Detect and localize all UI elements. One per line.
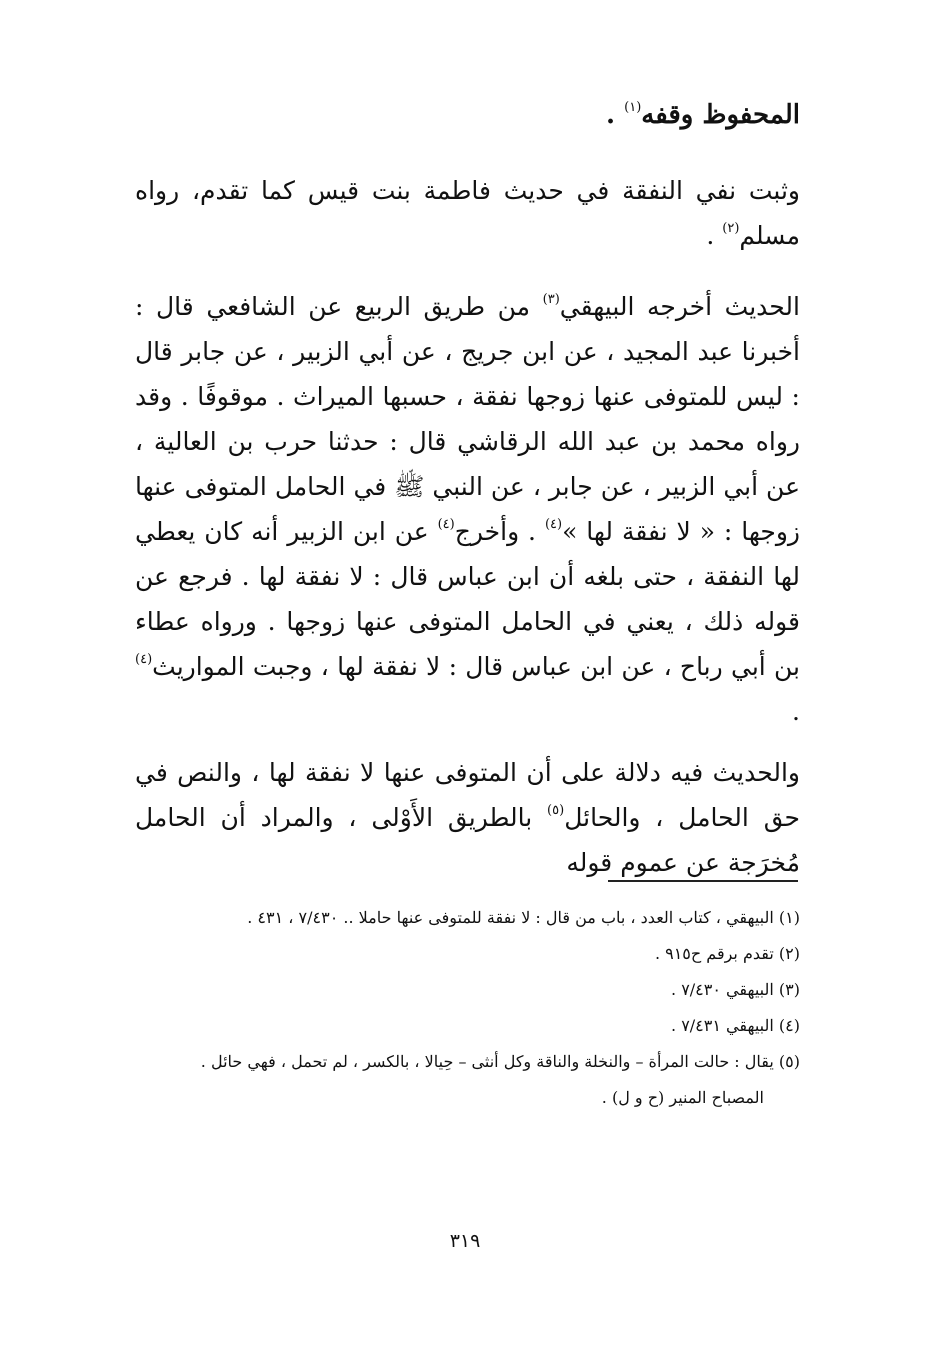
footnote-ref: (١) bbox=[624, 100, 642, 115]
footnote-3: (٣) البيهقي ٧/٤٣٠ . bbox=[671, 980, 800, 999]
footnote-separator bbox=[608, 880, 798, 882]
paragraph-1 bbox=[135, 168, 800, 258]
paragraph-text: . وأخرج bbox=[454, 517, 537, 546]
paragraph-text: وثبت نفي النفقة في حديث فاطمة بنت قيس كما تقدم، رواه مسلم bbox=[135, 176, 800, 250]
paragraph-2 bbox=[135, 284, 800, 734]
paragraph-text: من طريق الربيع عن الشافعي قال : أخبرنا عبد المجيد ، عن ابن جريج ، عن أبي الزبير ، عن جابر قال : ليس للمتوفى عنها زوجها نفقة ، حسبها الميراث . موقوفًا . وقد رواه محمد بن عبد الله الرقاشي قال : حدثنا حرب بن العالية ، عن أبي الزبير ، عن جابر ، عن النبي ﷺ في الحامل المتوفى عنها زوجها : « لا نفقة لها » bbox=[135, 292, 800, 546]
footnotes-section bbox=[130, 900, 800, 1116]
footnote-ref: (٤) bbox=[437, 517, 455, 532]
paragraph-text: عن ابن الزبير أنه كان يعطي لها النفقة ، حتى بلغه أن ابن عباس قال : لا نفقة لها . فرجع عن قوله ذلك ، يعني في الحامل المتوفى عنها زوجها . ورواه عطاء بن أبي رباح ، عن ابن عباس قال : لا نفقة لها ، وجبت المواريث bbox=[135, 517, 800, 681]
paragraph-text: الحديث أخرجه البيهقي bbox=[559, 292, 800, 321]
footnote-ref: (٤) bbox=[544, 517, 563, 532]
footnote-5: (٥) يقال : حالت المرأة – والنخلة والناقة وكل أنثى – حِيالا ، بالكسر ، لم تحمل ، فهي حائل . bbox=[200, 1052, 800, 1071]
footnote-2: (٢) تقدم برقم ح٩١٥ . bbox=[654, 944, 800, 963]
page-number: ٣١٩ bbox=[449, 1230, 481, 1252]
paragraph-text: بالطريق الأَوْلى ، والمراد أن الحامل مُخرَجة عن عموم قوله bbox=[135, 803, 800, 877]
footnote-1: (١) البيهقي ، كتاب العدد ، باب من قال : لا نفقة للمتوفى عنها حاملا .. ٧/٤٣٠ ، ٤٣١ . bbox=[247, 908, 800, 927]
page-heading bbox=[606, 95, 800, 135]
footnote-ref: (٤) bbox=[135, 652, 153, 667]
heading-text: المحفوظ وقفه bbox=[641, 100, 800, 130]
heading-period: . bbox=[606, 100, 616, 130]
footnote-5-continuation: المصباح المنير (ح و ل) . bbox=[601, 1088, 764, 1107]
paragraph-text: . bbox=[706, 221, 715, 250]
footnote-4: (٤) البيهقي ٧/٤٣١ . bbox=[671, 1016, 800, 1035]
footnote-ref: (٣) bbox=[542, 292, 560, 307]
paragraph-text: . bbox=[792, 697, 800, 726]
paragraph-text: والحديث فيه دلالة على أن المتوفى عنها لا نفقة لها ، والنص في حق الحامل ، والحائل bbox=[135, 758, 800, 832]
footnote-ref: (٢) bbox=[722, 221, 740, 236]
footnote-ref: (٥) bbox=[547, 803, 565, 818]
paragraph-3 bbox=[135, 750, 800, 885]
